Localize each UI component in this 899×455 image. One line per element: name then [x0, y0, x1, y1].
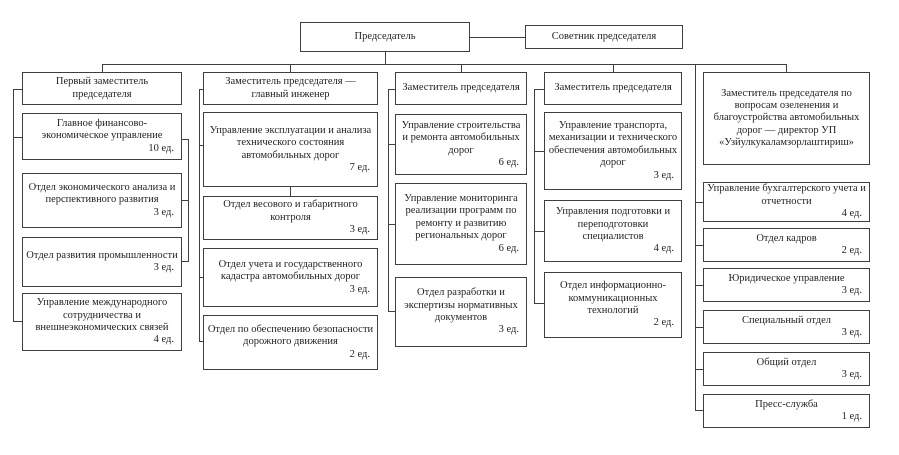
col5-unit-hr-box — [703, 228, 870, 262]
advisor-box — [525, 25, 683, 49]
col4-unit-training-box — [544, 200, 682, 262]
col5-unit-press-box — [703, 394, 870, 428]
chairman-label: Председатель — [354, 30, 416, 42]
unit-staff-count: 4 ед. — [653, 243, 674, 255]
unit-staff-count: 7 ед. — [349, 161, 370, 173]
unit-staff-count: 3 ед. — [153, 206, 174, 218]
unit-label: Юридическое управление — [728, 272, 845, 284]
col5-unit-accounting-box — [703, 182, 870, 222]
col2-unit-weight-control-box — [203, 196, 378, 240]
unit-staff-count: 4 ед. — [841, 208, 862, 220]
unit-label: Пресс-служба — [755, 398, 818, 410]
unit-label: Специальный отдел — [741, 314, 832, 326]
col1-header-box — [22, 72, 182, 105]
unit-staff-count: 10 ед. — [148, 142, 174, 154]
col1-unit-finance-box — [22, 113, 182, 160]
unit-staff-count: 6 ед. — [498, 156, 519, 168]
unit-label: Отдел экономического анализа и перспективного развития — [28, 181, 176, 206]
unit-staff-count: 3 ед. — [153, 262, 174, 273]
col2-header-label: Заместитель председателя — главный инженер — [225, 76, 356, 100]
unit-label: Управление транспорта, механизации и технического обеспечения автомобильных дорог — [548, 120, 678, 169]
col1-header-label: Первый заместитель председателя — [55, 76, 149, 100]
col3-header-box — [395, 72, 527, 105]
unit-label: Главное финансово-экономическое управление — [41, 117, 163, 142]
col1-unit-international-box — [22, 293, 182, 351]
unit-staff-count: 3 ед. — [498, 324, 519, 336]
unit-label: Управление международного сотрудничества и внешнеэкономических связей — [35, 297, 169, 333]
unit-label: Управление эксплуатации и анализа технического состояния автомобильных дорог — [209, 124, 372, 161]
col5-unit-special-box — [703, 310, 870, 344]
col4-unit-ict-box — [544, 272, 682, 338]
unit-label: Отдел по обеспечению безопасности дорожного движения — [207, 323, 374, 348]
unit-staff-count: 2 ед. — [841, 245, 862, 256]
advisor-label: Советник председателя — [551, 30, 657, 42]
col5-unit-legal-box — [703, 268, 870, 302]
col5-header-box — [703, 72, 870, 165]
col4-unit-transport-box — [544, 112, 682, 190]
col5-header-label: Заместитель председателя по вопросам озеленения и благоустройства автомобильных дорог — директор УП «Узйулкукаламзорлаштириш» — [713, 87, 860, 149]
col2-unit-road-safety-box — [203, 315, 378, 370]
unit-staff-count: 6 ед. — [498, 242, 519, 254]
unit-label: Управление бухгалтерского учета и отчетности — [707, 183, 866, 207]
col3-unit-normative-docs-box — [395, 277, 527, 347]
unit-label: Отдел информационно-коммуникационных технологий — [560, 280, 666, 316]
col4-header-box — [544, 72, 682, 105]
unit-staff-count: 3 ед. — [841, 327, 862, 338]
unit-label: Управление мониторинга реализации программ по ремонту и развитию региональных дорог — [404, 193, 518, 242]
unit-staff-count: 3 ед. — [349, 283, 370, 295]
col5-unit-general-box — [703, 352, 870, 386]
unit-label: Отдел учета и государственного кадастра автомобильных дорог — [218, 258, 363, 283]
unit-label: Управления подготовки и переподготовки специалистов — [555, 206, 671, 242]
col2-header-box — [203, 72, 378, 105]
unit-staff-count: 2 ед. — [653, 317, 674, 329]
col4-header-label: Заместитель председателя — [554, 82, 672, 94]
unit-staff-count: 2 ед. — [349, 348, 370, 360]
col2-unit-exploitation-box — [203, 112, 378, 187]
col3-unit-monitoring-box — [395, 183, 527, 265]
col1-unit-industry-box — [22, 237, 182, 287]
unit-staff-count: 3 ед. — [841, 285, 862, 296]
unit-label: Отдел кадров — [756, 232, 817, 244]
chairman-box — [300, 22, 470, 52]
unit-label: Управление строительства и ремонта автомобильных дорог — [401, 119, 521, 156]
unit-label: Отдел разработки и экспертизы нормативных документов — [404, 287, 518, 323]
unit-staff-count: 3 ед. — [349, 224, 370, 236]
unit-staff-count: 1 ед. — [841, 411, 862, 422]
col3-header-label: Заместитель председателя — [402, 82, 520, 94]
col3-unit-construction-box — [395, 114, 527, 175]
unit-label: Отдел весового и габаритного контроля — [223, 199, 358, 223]
unit-staff-count: 3 ед. — [653, 169, 674, 181]
unit-staff-count: 3 ед. — [841, 369, 862, 380]
col1-unit-econ-analysis-box — [22, 173, 182, 228]
unit-label: Общий отдел — [756, 356, 817, 368]
col2-unit-cadastre-box — [203, 248, 378, 307]
unit-staff-count: 4 ед. — [153, 334, 174, 346]
unit-label: Отдел развития промышленности — [26, 249, 178, 261]
